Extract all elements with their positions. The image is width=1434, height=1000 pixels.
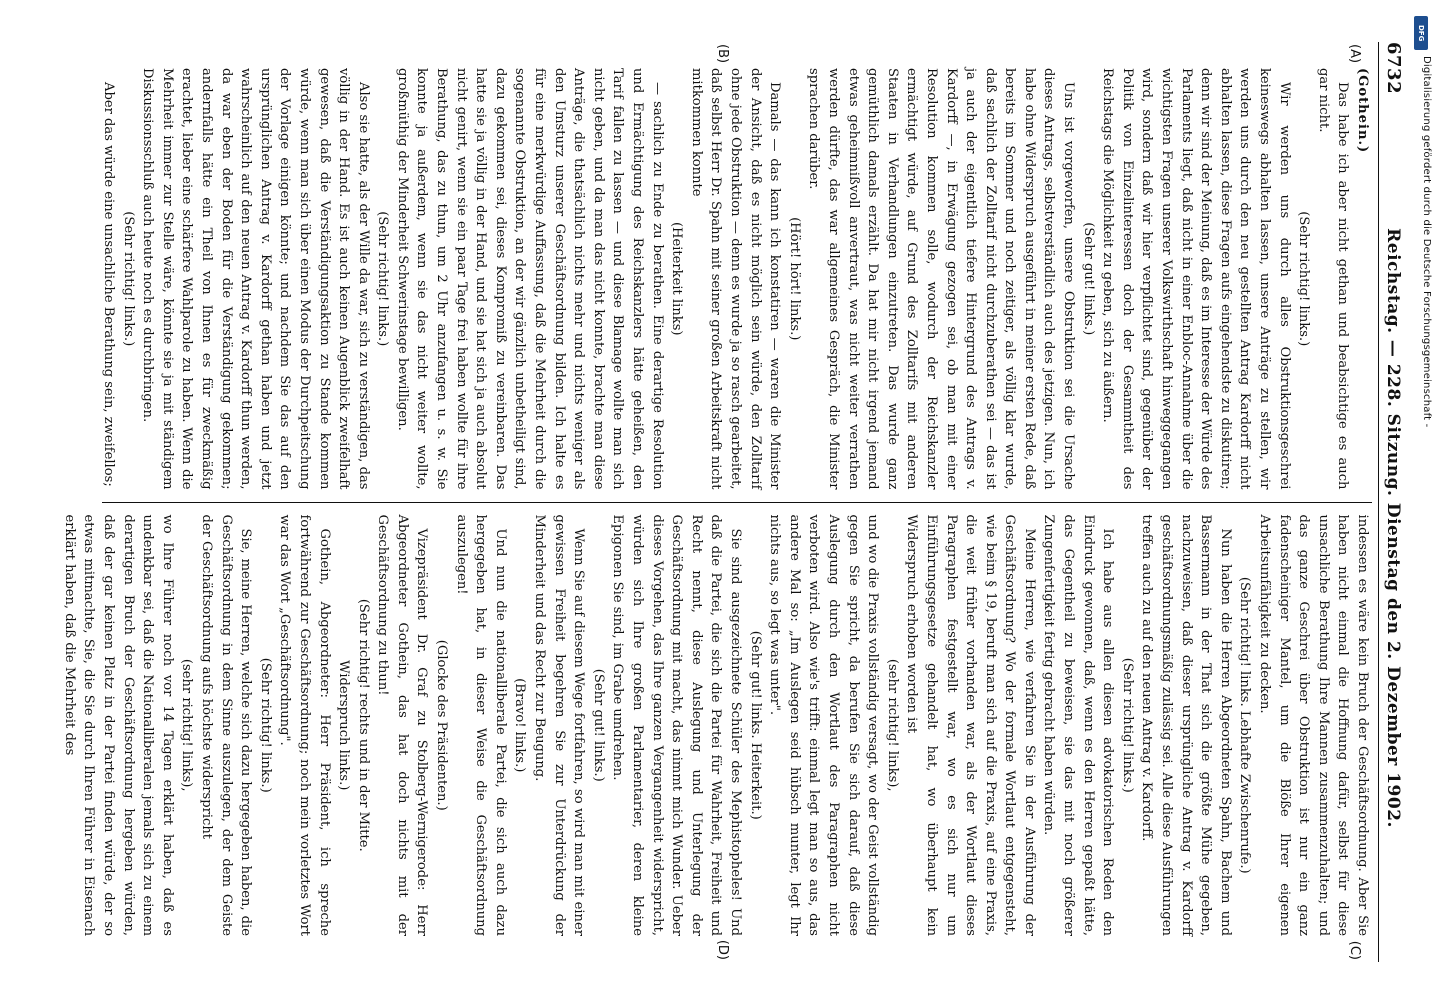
running-title: Reichstag. — 228. Sitzung. Dienstag den 2. Dezember 1902.	[1383, 228, 1403, 828]
interjection: (sehr richtig! links),	[884, 658, 900, 792]
interjection: (Glocke des Präsidenten.)	[434, 639, 450, 811]
interjection: (Sehr richtig! links.)	[1296, 211, 1312, 347]
paragraph: wo Ihre Führer noch vor 14 Tagen erklärt haben, daß es undenkbar sei, daß die Nationalliberalen jemals sich zu einem derartigen Bruch der Geschäftsordnung hergeben würden, daß der gar keinen Platz in der Partei finden würde, der so etwas mitmachte, Sie, die Sie durch Ihren Führer in Eisenach erklärt haben, daß die Mehrheit des	[61, 514, 175, 936]
paragraph: Meine Herren, wie verfahren Sie in der Ausführung der Geschäftsordnung? Wo der formale Wortlaut entgegensteht, wie beim § 19, beruft man sich auf die Praxis, auf eine Praxis, die weit früher vorhanden war, als der Wortlaut dieses Paragraphen festgestellt war, wo es sich nur um Einführungsgesetze gehandelt hat, wo überhaupt kein Widerspruch erhoben worden ist	[904, 514, 1037, 936]
paragraph: indessen es wäre kein Bruch der Geschäftsordnung. Aber Sie haben nicht einmal die Hoffnung dafür, selbst für diese unsachliche Berathung Ihre Mannen zusammenzuhalten; und das ganze Geschrei über Obstruktion ist nur ein ganz fadenscheiniger Mantel, um die Blöße Ihrer eigenen Arbeitsunfähigkeit zu decken.	[1257, 514, 1370, 936]
paragraph: Wenn Sie auf diesem Wege fortfahren, so wird man mit einer gewissen Freiheit begehren Sie zur Unterdrückung der Minderheit und das Recht zur Beugung.	[532, 514, 587, 936]
right-column	[61, 503, 1372, 963]
paragraph: Gothein, Abgeordneter: Herr Präsident, ich spreche fortwährend zur Geschäftsordnung; noch mein vorletztes Wort war das Wort „Geschäftsordnung".	[277, 514, 332, 936]
paragraph: Damals — das kann ich konstatiren — waren die Minister der Ansicht, daß es nicht möglich sein würde, den Zolltarif ohne jede Obstruktion — denn es wurde ja so rasch gearbeitet, daß selbst Herr Dr. Spahn mit seiner großen Arbeitskraft nicht mitkommen konnte	[688, 68, 783, 490]
interjection: (sehr richtig! links),	[179, 658, 195, 792]
paragraph: Nun haben die Herren Abgeordneten Spahn, Bachem und Bassermann in der That sich die größte Mühe gegeben, nachzuweisen, daß dieser ursprüngliche Antrag v. Kardorff geschäftsordnungsmäßig zulässig sei. Alle diese Ausführungen treffen auch zu auf den neuen Antrag v. Kardorff.	[1139, 514, 1233, 936]
paragraph: Also sie hatte, als der Wille da war, sich zu verständigen, das völlig in der Hand. Es ist auch keinen Augenblick zweifelhaft gewesen, daß die Verständigungsaktion zu Stande kommen würde, wenn man sich über einen Modus der Durchpeitschung der Vorlage einigen könnte; und nachdem Sie das auf den ursprünglichen Antrag v. Kardorff gethan haben und jetzt wahrscheinlich auf den neuen Antrag v. Kardorff thun werden, da war eben der Boden für die Verständigung gekommen; andernfalls hätte ein Theil von Ihnen es für zweckmäßig erachtet, lieber eine schärfere Wahlparole zu haben. Wenn die Mehrheit immer zur Stelle wäre, könnte sie ja mit ständigem Diskussionsschluß auch heute noch es durchbringen.	[140, 68, 371, 490]
interjection: (Sehr richtig! rechts und in der Mitte.	[355, 598, 371, 852]
paragraph: Wir werden uns durch alles Obstruktionsgeschrei keineswegs abhalten lassen, unsere Anträge zu stellen, wir werden uns durch den neu gestellten Antrag Kardorff nicht abhalten lassen, diese Fragen aufs eingehendste zu diskutiren; denn wir sind der Meinung, daß es im Interesse der Würde des Parlaments liegt, daß nicht in einer Enbloc-Annahme über die wichtigsten Fragen unserer Volkswirthschaft hinweggegangen wird, sondern daß wir hier verpflichtet sind, gegenüber der Politik von Einzelinteressen doch der Gesammtheit des Reichstags die Möglichkeit zu geben, sich zu äußern.	[1100, 68, 1292, 490]
paragraph: Sie sind ausgezeichnete Schüler des Mephistopheles! Und daß die Partei, die sich die Partei für Wahrheit, Freiheit und Recht nennt, diese Auslegung und Unterlegung der Geschäftsordnung mit macht, das nimmt mich Wunder. Ueber dieses Vorgehen, das Ihre ganzen Vergangenheit widerspricht, würden sich Ihre großen Parlamentarier, deren kleine Epigonen Sie sind, im Grabe umdrehen.	[610, 514, 743, 936]
interjection: Widerspruch links.)	[336, 660, 352, 791]
paragraph: und wo die Praxis vollständig versagt, wo der Geist vollständig gegen Sie spricht, da berufen Sie sich darauf, daß diese Auslegung durch den Wortlaut des Paragraphen nicht verboten wird. Also wie's trifft: einmal legt man so aus, das andere Mal so: „Im Auslegen seid hübsch munter, legt Ihr nichts aus, so legt was unter".	[767, 514, 881, 936]
interjection: (Sehr gut! links. Heiterkeit.)	[747, 630, 763, 820]
margin-letter-b: (B)	[715, 44, 730, 64]
interjection: (Sehr richtig! links.)	[120, 211, 136, 347]
margin-letter-c: (C)	[1347, 940, 1362, 960]
paragraph: Und nun die nationalliberale Partei, die sich auch dazu hergegeben hat, in dieser Weise die Geschäftsordnung auszulegen!	[453, 514, 508, 936]
paragraph: Aber das würde eine unsachliche Berathung sein, zweifellos;	[101, 82, 116, 487]
paragraph: Uns ist vorgeworfen, unsere Obstruktion sei die Ursache dieses Antrags, selbstverständlich auch des jetzigen. Nun, ich habe ohne Widerspruch ausgeführt in meiner ersten Rede, daß bereits im Sommer und noch zeitiger, als völlig klar wurde, daß sachlich der Zolltarif nicht durchzuberathen sei — das ist ja auch der eigentlich tiefere Hintergrund des Antrags v. Kardorff —, in Erwägung gezogen sei, ob man mit einer Resolution kommen solle, wodurch der Reichskanzler ermächtigt würde, auf Grund des Zolltarifs mit anderen Staaten in Verhandlungen einzutreten. Das wurde ganz gemüthlich damals erzählt. Da hat mir nicht irgend jemand etwas geheimnißvoll anvertraut, was nicht weiter verrathen werden dürfte, das war allgemeines Gespräch, die Minister sprachen darüber.	[806, 68, 1077, 490]
interjection: (Bravo! links.)	[512, 678, 528, 773]
interjection: (Hört! hört! links.)	[786, 217, 802, 341]
interjection: (Sehr richtig! links.)	[1119, 657, 1135, 793]
margin-letter-d: (D)	[715, 939, 730, 960]
paragraph: Vizepräsident Dr. Graf zu Stolberg-Wernigerode: Herr Abgeordneter Gothein, das hat doch nichts mit der Geschäftsordnung zu thun!	[375, 514, 430, 936]
interjection: (Heiterkeit links)	[669, 221, 685, 336]
interjection: (Sehr richtig! links.)	[375, 211, 391, 347]
page-number: 6732	[1383, 42, 1404, 95]
interjection: (Sehr richtig! links. Lebhafte Zwischenrufe.)	[1237, 576, 1253, 874]
speaker-label: (Gothein.)	[1355, 68, 1370, 154]
paragraph: Das habe ich aber nicht gethan und beabsichtige es auch gar nicht.	[1315, 68, 1351, 490]
page-header	[1378, 42, 1404, 962]
dfg-logo-icon: DFG	[1414, 16, 1428, 50]
interjection: (Sehr gut! links.)	[1080, 222, 1096, 336]
margin-letter-a: (A)	[1347, 44, 1362, 64]
interjection: (Sehr gut! links.)	[590, 668, 606, 782]
digitization-credit: Digitalisierung gefördert durch die Deutsche Forschungsgemeinschaft -	[1421, 56, 1432, 428]
paragraph: — sachlich zu Ende zu berathen. Eine derartige Resolution und Ermächtigung des Reichskanzlers hätte geheißen, den Tarif fallen zu lassen — und diese Blamage wollte man sich nicht geben, und da man das nicht konnte, brachte man diese Anträge, die thatsächlich nichts mehr und nichts weniger als den Umsturz unserer Geschäftsordnung bilden. Ich halte es für eine merkwürdige Auffassung, daß die Mehrheit durch die sogenannte Obstruktion, an der wir gänzlich unbetheiligt sind, dazu gekommen sei, dieses Kompromiß zu vereinbaren. Das hatte sie ja völlig in der Hand, und sie hat sich ja auch absolut nicht genirt, wenn sie ein paar Tage frei haben wollte für ihre Berathung, das zu thun, um 2 Uhr anzufangen u. s. w. Sie konnte ja außerdem, wenn sie das nicht weiter wollte, großmüthig der Minderheit Schwerinstage bewilligen.	[394, 68, 665, 490]
interjection: (Sehr richtig! links.)	[257, 657, 273, 793]
left-column	[102, 42, 1372, 503]
document-page	[61, 20, 1412, 980]
paragraph: Sie, meine Herren, welche sich dazu hergegeben haben, die Geschäftsordnung in dem Sinne auszulegen, der dem Geiste der Geschäftsordnung aufs höchste widerspricht	[198, 514, 254, 936]
digitization-sidebar	[1410, 8, 1432, 992]
paragraph: Ich habe aus allen diesen advokatorischen Reden den Eindruck gewonnen, daß, wenn es den Herren gepaßt hätte, das Gegentheil zu beweisen, sie das mit noch größerer Zungenfertigkeit fertig gebracht haben würden.	[1041, 514, 1116, 936]
text-columns	[61, 42, 1372, 962]
